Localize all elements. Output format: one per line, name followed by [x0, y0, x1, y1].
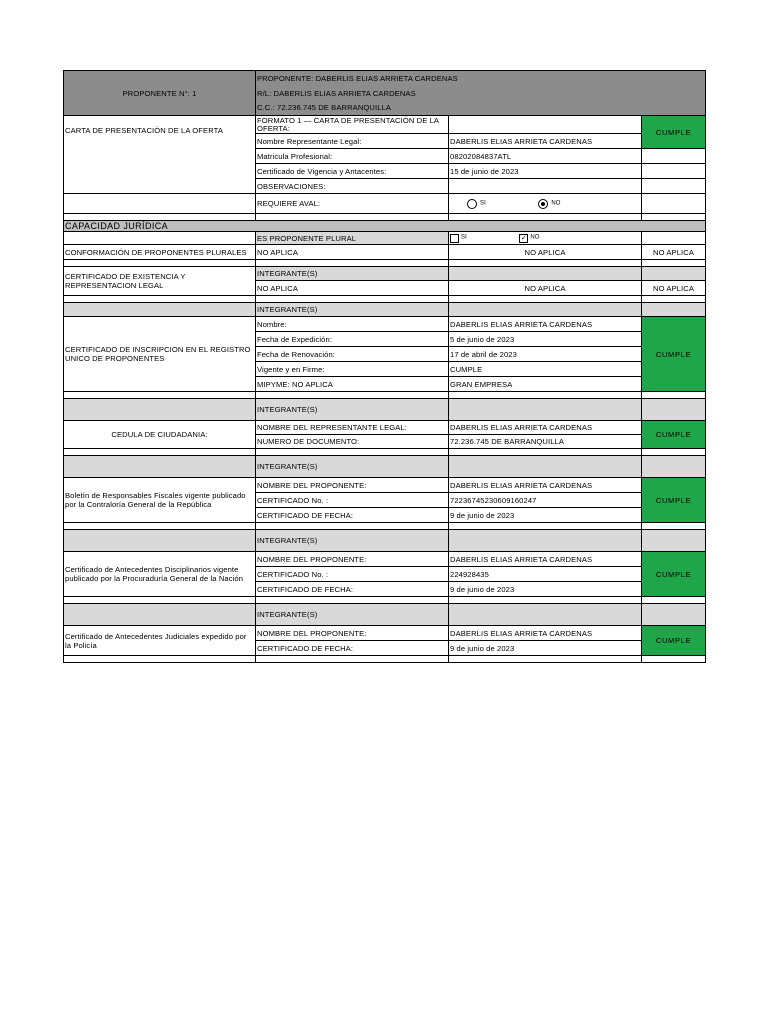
plural-si-checkbox[interactable] — [450, 234, 459, 243]
cedula-label: NUMERO DE DOCUMENTO: — [256, 435, 449, 449]
aval-si-radio[interactable] — [467, 199, 477, 209]
disciplinarios-value: 224928435 — [449, 567, 642, 582]
disciplinarios-status-badge: CUMPLE — [642, 552, 706, 597]
disciplinarios-label: CERTIFICADO DE FECHA: — [256, 582, 449, 597]
fiscales-label: CERTIFICADO No. : — [256, 493, 449, 508]
existencia-value: NO APLICA — [449, 281, 642, 296]
aval-label: REQUIERE AVAL: — [256, 194, 449, 214]
empty-cell — [449, 530, 642, 552]
empty-cell — [642, 604, 706, 626]
empty-cell — [64, 456, 256, 478]
judiciales-value: DABERLIS ELIAS ARRIETA CARDENAS — [449, 626, 642, 641]
plural-options — [449, 232, 642, 245]
carta-status-badge: CUMPLE — [642, 116, 706, 149]
empty-cell — [642, 267, 706, 281]
header-cc: C.C.: 72.236.745 DE BARRANQUILLA — [256, 101, 706, 116]
fiscales-status-badge: CUMPLE — [642, 478, 706, 523]
empty-cell — [642, 194, 706, 214]
empty-cell — [642, 179, 706, 194]
fiscales-title: Boletín de Responsables Fiscales vigente publicado por la Contraloría General de la República — [64, 478, 256, 523]
carta-value: DABERLIS ELIAS ARRIETA CARDENAS — [449, 134, 642, 149]
integrantes-label: INTEGRANTE(S) — [256, 267, 449, 281]
rup-label: Fecha de Expedición: — [256, 332, 449, 347]
empty-cell — [642, 399, 706, 421]
carta-label: OBSERVACIONES: — [256, 179, 449, 194]
integrantes-label: INTEGRANTE(S) — [256, 530, 449, 552]
section-capacidad-juridica: CAPACIDAD JURÍDICA — [64, 221, 706, 232]
aval-no-radio[interactable] — [538, 199, 548, 209]
disciplinarios-label: CERTIFICADO No. : — [256, 567, 449, 582]
carta-formato: FORMATO 1 — CARTA DE PRESENTACIÓN DE LA OFERTA: — [256, 116, 449, 134]
disciplinarios-value: DABERLIS ELIAS ARRIETA CARDENAS — [449, 552, 642, 567]
conformacion-title: CONFORMACIÓN DE PROPONENTES PLURALES — [64, 245, 256, 260]
judiciales-value: 9 de junio de 2023 — [449, 641, 642, 656]
carta-label: Matricula Profesional: — [256, 149, 449, 164]
empty-cell — [642, 530, 706, 552]
carta-title: CARTA DE PRESENTACIÓN DE LA OFERTA — [64, 116, 256, 194]
rup-title: CERTIFICADO DE INSCRIPCION EN EL REGISTRO UNICO DE PROPONENTES — [64, 317, 256, 392]
fiscales-value: 72236745230609160247 — [449, 493, 642, 508]
disciplinarios-value: 9 de junio de 2023 — [449, 582, 642, 597]
rup-label: Nombre: — [256, 317, 449, 332]
empty-cell — [64, 399, 256, 421]
plural-si-label: SI — [461, 234, 467, 241]
judiciales-title: Certificado de Antecedentes Judiciales expedido por la Policía — [64, 626, 256, 656]
empty-cell — [642, 303, 706, 317]
carta-value: 15 de junio de 2023 — [449, 164, 642, 179]
header-rl: R/L: DABERLIS ELIAS ARRIETA CARDENAS — [256, 86, 706, 101]
aval-no-label: NO — [551, 200, 561, 206]
proponente-number: PROPONENTE N°: 1 — [64, 71, 256, 116]
disciplinarios-label: NOMBRE DEL PROPONENTE: — [256, 552, 449, 567]
empty-cell — [642, 149, 706, 164]
cedula-value: 72.236.745 DE BARRANQUILLA — [449, 435, 642, 449]
conformacion-status: NO APLICA — [642, 245, 706, 260]
fiscales-label: NOMBRE DEL PROPONENTE: — [256, 478, 449, 493]
empty-cell — [642, 164, 706, 179]
fiscales-label: CERTIFICADO DE FECHA: — [256, 508, 449, 523]
evaluation-table — [63, 70, 706, 663]
empty-cell — [449, 116, 642, 134]
rup-value: DABERLIS ELIAS ARRIETA CARDENAS — [449, 317, 642, 332]
carta-label: Nombre Representante Legal: — [256, 134, 449, 149]
rup-value: GRAN EMPRESA — [449, 377, 642, 392]
judiciales-label: CERTIFICADO DE FECHA: — [256, 641, 449, 656]
conformacion-value: NO APLICA — [449, 245, 642, 260]
empty-cell — [64, 303, 256, 317]
empty-cell — [64, 530, 256, 552]
cedula-value: DABERLIS ELIAS ARRIETA CARDENAS — [449, 421, 642, 435]
header-proponente: PROPONENTE: DABERLIS ELIAS ARRIETA CARDENAS — [256, 71, 706, 86]
cedula-status-badge: CUMPLE — [642, 421, 706, 449]
judiciales-label: NOMBRE DEL PROPONENTE: — [256, 626, 449, 641]
fiscales-value: 9 de junio de 2023 — [449, 508, 642, 523]
empty-cell — [449, 267, 642, 281]
rup-value: CUMPLE — [449, 362, 642, 377]
plural-label: ES PROPONENTE PLURAL — [256, 232, 449, 245]
empty-cell — [449, 303, 642, 317]
plural-no-label: NO — [530, 234, 540, 241]
existencia-title: CERTIFICADO DE EXISTENCIA Y REPRESENTACION LEGAL — [64, 267, 256, 296]
empty-cell — [642, 456, 706, 478]
empty-cell — [64, 604, 256, 626]
fiscales-value: DABERLIS ELIAS ARRIETA CARDENAS — [449, 478, 642, 493]
evaluation-sheet — [63, 70, 705, 663]
existencia-label: NO APLICA — [256, 281, 449, 296]
rup-status-badge: CUMPLE — [642, 317, 706, 392]
empty-cell — [449, 604, 642, 626]
empty-cell — [449, 456, 642, 478]
disciplinarios-title: Certificado de Antecedentes Disciplinarios vigente publicado por la Procuraduría General de la Nación — [64, 552, 256, 597]
cedula-label: NOMBRE DEL REPRESENTANTE LEGAL: — [256, 421, 449, 435]
empty-cell — [64, 232, 256, 245]
integrantes-label: INTEGRANTE(S) — [256, 604, 449, 626]
cedula-title: CEDULA DE CIUDADANIA: — [64, 421, 256, 449]
rup-value: 5 de junio de 2023 — [449, 332, 642, 347]
empty-cell — [64, 194, 256, 214]
plural-no-checkbox[interactable]: ✓ — [520, 234, 527, 242]
aval-options — [449, 194, 642, 214]
integrantes-label: INTEGRANTE(S) — [256, 303, 449, 317]
carta-label: Certificado de Vigencia y Antacentes: — [256, 164, 449, 179]
empty-cell — [642, 232, 706, 245]
integrantes-label: INTEGRANTE(S) — [256, 399, 449, 421]
integrantes-label: INTEGRANTE(S) — [256, 456, 449, 478]
rup-label: MIPYME: NO APLICA — [256, 377, 449, 392]
carta-value — [449, 179, 642, 194]
judiciales-status-badge: CUMPLE — [642, 626, 706, 656]
empty-cell — [449, 399, 642, 421]
rup-label: Vigente y en Firme: — [256, 362, 449, 377]
conformacion-label: NO APLICA — [256, 245, 449, 260]
carta-value: 08202084837ATL — [449, 149, 642, 164]
existencia-status: NO APLICA — [642, 281, 706, 296]
aval-si-label: SI — [480, 200, 486, 206]
rup-value: 17 de abril de 2023 — [449, 347, 642, 362]
rup-label: Fecha de Renovación: — [256, 347, 449, 362]
